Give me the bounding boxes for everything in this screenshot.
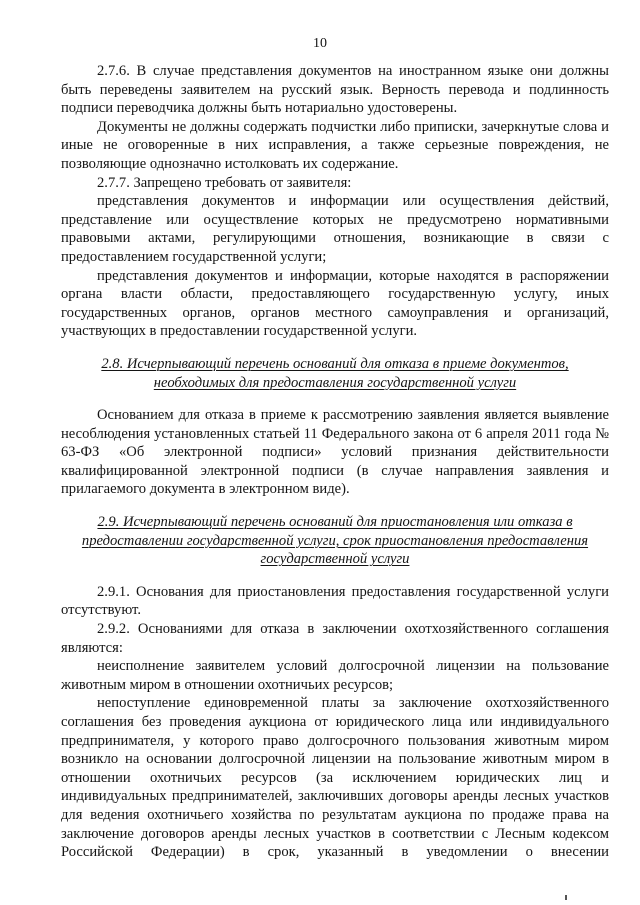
paragraph-nonpayment: непоступление единовременной платы за заключение охотхозяйственного соглашения без проведения аукциона от юридического лица или индивидуального предпринимателя, у которого право долгосрочного пользования животным миром возникло на основании долгосрочной лицензии на пользование животным миром в отношении охотничьих ресурсов (за исключением юридических лиц и индивидуальных предпринимателей, заключивших договоры аренды лесных участков для ведения охотничьего хозяйства по результатам аукциона по продаже права на заключение договоров аренды лесных участков в соответствии с Лесным кодексом Российской Федерации) в срок, указанный в уведомлении о внесении	[61, 695, 609, 861]
scan-mark	[565, 895, 567, 900]
paragraph-prohibited-actions: представления документов и информации или осуществления действий, представление или осуществление которых не предусмотрено нормативными правовыми актами, регулирующими отношения, возникающие в связи с предоставлением государственной услуги;	[61, 193, 609, 265]
paragraph-no-erasures: Документы не должны содержать подчистки либо приписки, зачеркнутые слова и иные не оговоренные в них исправления, а также серьезные повреждения, не позволяющие однозначно истолковать их содержание.	[61, 118, 609, 172]
section-heading-2-9	[61, 513, 609, 569]
paragraph-2-9-1: 2.9.1. Основания для приостановления предоставления государственной услуги отсутствуют.	[61, 583, 609, 619]
document-body	[61, 62, 609, 862]
section-heading-2-8-line2: необходимых для предоставления государственной услуги	[153, 374, 517, 391]
paragraph-2-7-6: 2.7.6. В случае представления документов на иностранном языке они должны быть переведены заявителем на русский язык. Верность перевода и подлинность подписи переводчика должны быть нотариально удостоверены.	[61, 63, 609, 117]
page-number: 10	[313, 36, 327, 51]
paragraph-2-9-2: 2.9.2. Основаниями для отказа в заключении охотхозяйственного соглашения являются:	[61, 621, 609, 656]
paragraph-prohibited-documents: представления документов и информации, которые находятся в распоряжении органа власти области, предоставляющего государственную услугу, иных государственных органов, органов местного самоуправления и организаций, участвующих в предоставлении государственной услуги.	[61, 267, 609, 340]
section-heading-2-9-line3: государственной услуги	[260, 551, 410, 568]
paragraph-2-7-7: 2.7.7. Запрещено требовать от заявителя:	[97, 174, 352, 191]
paragraph-refusal-grounds: Основанием для отказа в приеме к рассмотрению заявления является выявление несоблюдения установленных статьей 11 Федерального закона от 6 апреля 2011 года № 63-ФЗ «Об электронной подписи» условий признания действительности квалифицированной электронной подписи (в случае направления заявления и прилагаемого документа в электронном виде).	[61, 407, 609, 498]
section-heading-2-9-line2: предоставлении государственной услуги, срок приостановления предоставления	[81, 532, 589, 549]
section-heading-2-8-line1: 2.8. Исчерпывающий перечень оснований для отказа в приеме документов,	[101, 355, 569, 372]
section-heading-2-9-line1: 2.9. Исчерпывающий перечень оснований для приостановления или отказа в	[97, 514, 573, 531]
paragraph-license-violation: неисполнение заявителем условий долгосрочной лицензии на пользование животным миром в отношении охотничьих ресурсов;	[61, 658, 609, 693]
section-heading-2-8	[61, 355, 609, 392]
